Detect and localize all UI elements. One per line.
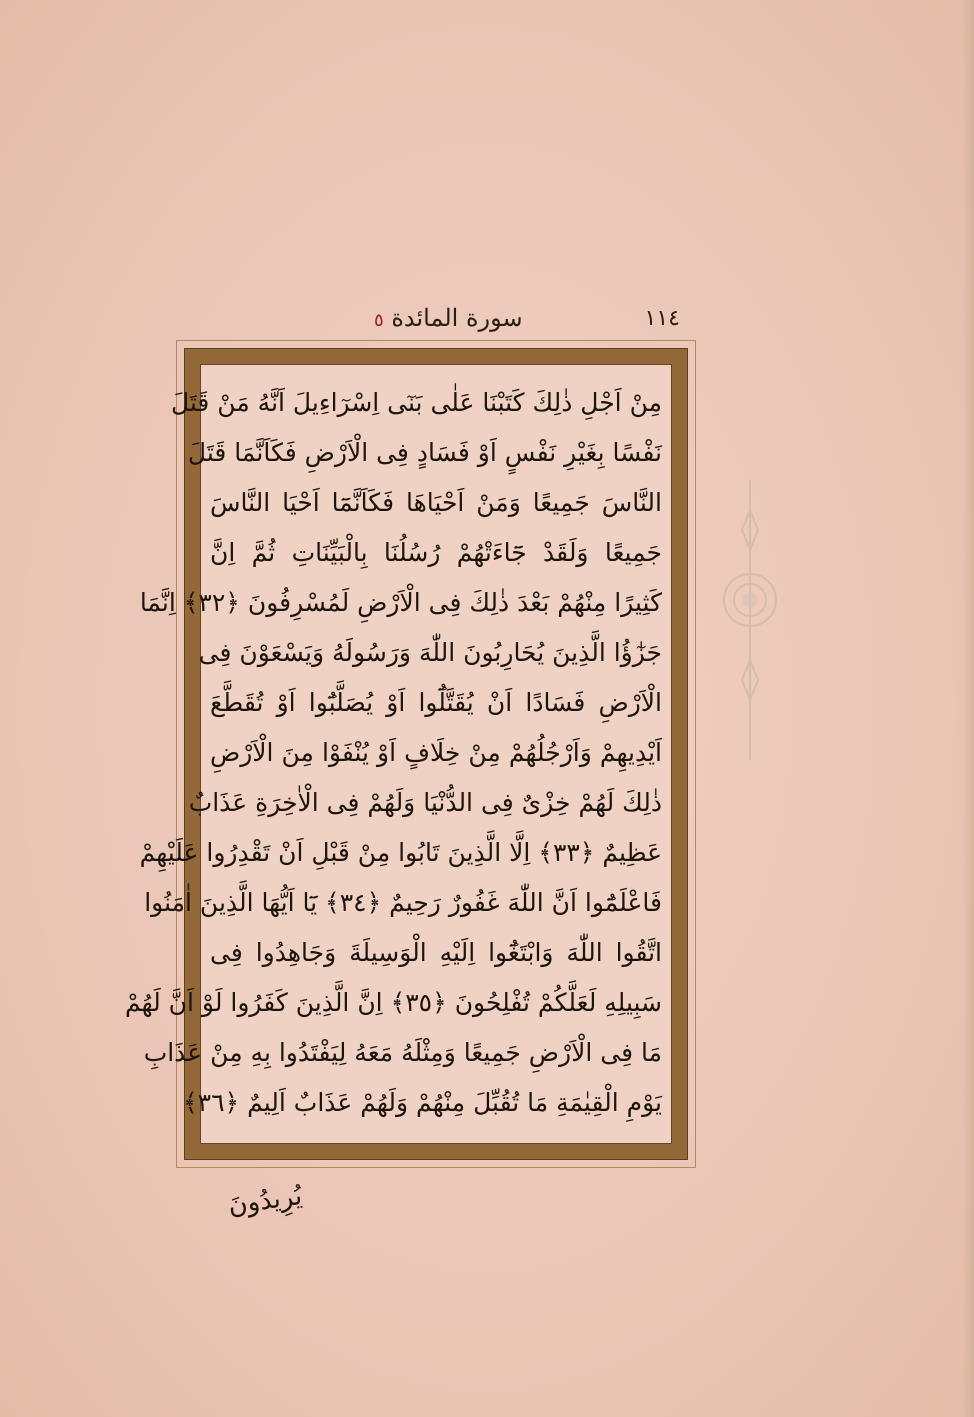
text-line: فَاعْلَمُٓوا اَنَّ اللّٰهَ غَفُورٌ رَحِيمٌ ﴿٣٤﴾ يَٓا اَيُّهَا الَّذِينَ اٰمَنُوا: [144, 888, 662, 917]
quran-text-block: [124, 378, 662, 1130]
text-line: جَزٰٓؤُا الَّذِينَ يُحَارِبُونَ اللّٰهَ وَرَسُولَهُ وَيَسْعَوْنَ فِى: [198, 638, 662, 667]
text-line: جَمِيعًا وَلَقَدْ جَٓاءَتْهُمْ رُسُلُنَا بِالْبَيِّنَاتِ ثُمَّ اِنَّ: [210, 538, 662, 567]
page-number: ١١٤: [644, 306, 680, 331]
page-header: [330, 300, 690, 340]
text-line: اتَّقُوا اللّٰهَ وَابْتَغُٓوا اِلَيْهِ الْوَسِيلَةَ وَجَاهِدُوا فِى: [210, 938, 662, 967]
catchword: يُرِيدُونَ: [226, 1180, 304, 1222]
text-line: مَا فِى الْاَرْضِ جَمِيعًا وَمِثْلَهُ مَعَهُ لِيَفْتَدُوا بِهِ مِنْ عَذَابِ: [143, 1038, 662, 1067]
text-line: مِنْ اَجْلِ ذٰلِكَ كَتَبْنَا عَلٰى بَنٓى اِسْرٓاءِيلَ اَنَّهُ مَنْ قَتَلَ: [170, 388, 662, 417]
text-line: نَفْسًا بِغَيْرِ نَفْسٍ اَوْ فَسَادٍ فِى الْاَرْضِ فَكَاَنَّمَا قَتَلَ: [187, 438, 662, 467]
text-line: يَوْمِ الْقِيٰمَةِ مَا تُقُبِّلَ مِنْهُمْ وَلَهُمْ عَذَابٌ اَلِيمٌ ﴿٣٦﴾: [182, 1088, 662, 1117]
sura-number: ٥: [374, 310, 384, 331]
sura-name: سورة المائدة: [391, 304, 523, 332]
faint-margin-ornament-icon: [700, 470, 800, 770]
text-line: الْاَرْضِ فَسَادًا اَنْ يُقَتَّلُٓوا اَوْ يُصَلَّبُٓوا اَوْ تُقَطَّعَ: [210, 688, 662, 717]
text-line: كَثِيرًا مِنْهُمْ بَعْدَ ذٰلِكَ فِى الْاَرْضِ لَمُسْرِفُونَ ﴿٣٢﴾ اِنَّمَا: [139, 588, 662, 617]
page-edge: [962, 0, 974, 1417]
text-line: اَيْدِيهِمْ وَاَرْجُلُهُمْ مِنْ خِلَافٍ اَوْ يُنْفَوْا مِنَ الْاَرْضِ: [210, 738, 662, 767]
text-line: النَّاسَ جَمِيعًا وَمَنْ اَحْيَاهَا فَكَاَنَّمَٓا اَحْيَا النَّاسَ: [210, 488, 662, 517]
text-line: سَبِيلِهِ لَعَلَّكُمْ تُفْلِحُونَ ﴿٣٥﴾ اِنَّ الَّذِينَ كَفَرُوا لَوْ اَنَّ لَهُمْ: [124, 988, 662, 1017]
text-line: عَظِيمٌ ﴿٣٣﴾ اِلَّا الَّذِينَ تَابُوا مِنْ قَبْلِ اَنْ تَقْدِرُوا عَلَيْهِمْ: [139, 838, 662, 867]
text-line: ذٰلِكَ لَهُمْ خِزْىٌ فِى الدُّنْيَا وَلَهُمْ فِى الْاٰخِرَةِ عَذَابٌ: [188, 788, 662, 817]
sura-title: [360, 304, 523, 332]
